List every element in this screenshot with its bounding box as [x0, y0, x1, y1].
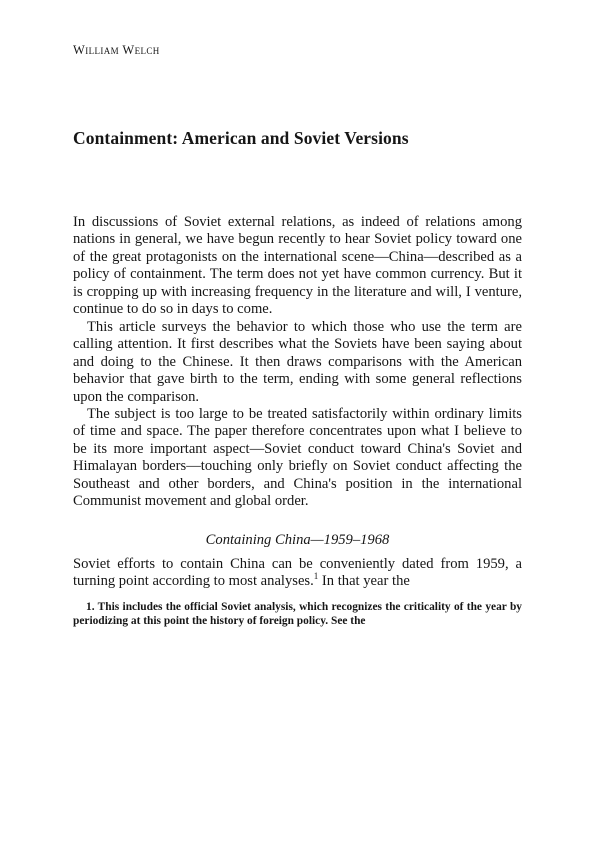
article-title: Containment: American and Soviet Versions — [73, 128, 409, 148]
paragraph-survey: This article surveys the behavior to which those who use the term are calling attention. It first describes what the Soviets have been saying about and doing to the Chinese. It then draws comparisons with the American behavior that gave birth to the term, ending with some general reflections upon the comparison. — [73, 318, 522, 405]
footnote-marker: 1 — [313, 571, 319, 582]
section-heading: Containing China—1959–1968 — [205, 532, 390, 548]
paragraph-scope: The subject is too large to be treated satisfactorily within ordinary limits of time and space. The paper therefore concentrates upon what I believe to be its more important aspect—Soviet conduct toward China's Soviet and Himalayan borders—touching only briefly on Soviet conduct affecting the Southeast and other borders, and China's position in the international Communist movement and global order. — [73, 405, 522, 510]
section-text-before-note: Soviet efforts to contain China can be conveniently dated from 1959, a turning point according to most analyses. — [73, 556, 522, 590]
article-body — [73, 214, 522, 511]
footnote — [73, 601, 522, 629]
running-header-author: William Welch — [73, 43, 160, 57]
section-text-after-note: In that year the — [318, 573, 410, 590]
paragraph-intro: In discussions of Soviet external relations, as indeed of relations among nations in general, we have begun recently to hear Soviet policy toward one of the great protagonists on the international scene—China—described as a policy of containment. The term does not yet have common currency. But it is cropping up with increasing frequency in the literature and will, I venture, continue to do so in days to come. — [73, 214, 522, 318]
section-paragraph — [73, 556, 522, 591]
footnote-text: 1. This includes the official Soviet analysis, which recognizes the criticality of the year by periodizing at this point the history of foreign policy. See the — [73, 601, 522, 627]
